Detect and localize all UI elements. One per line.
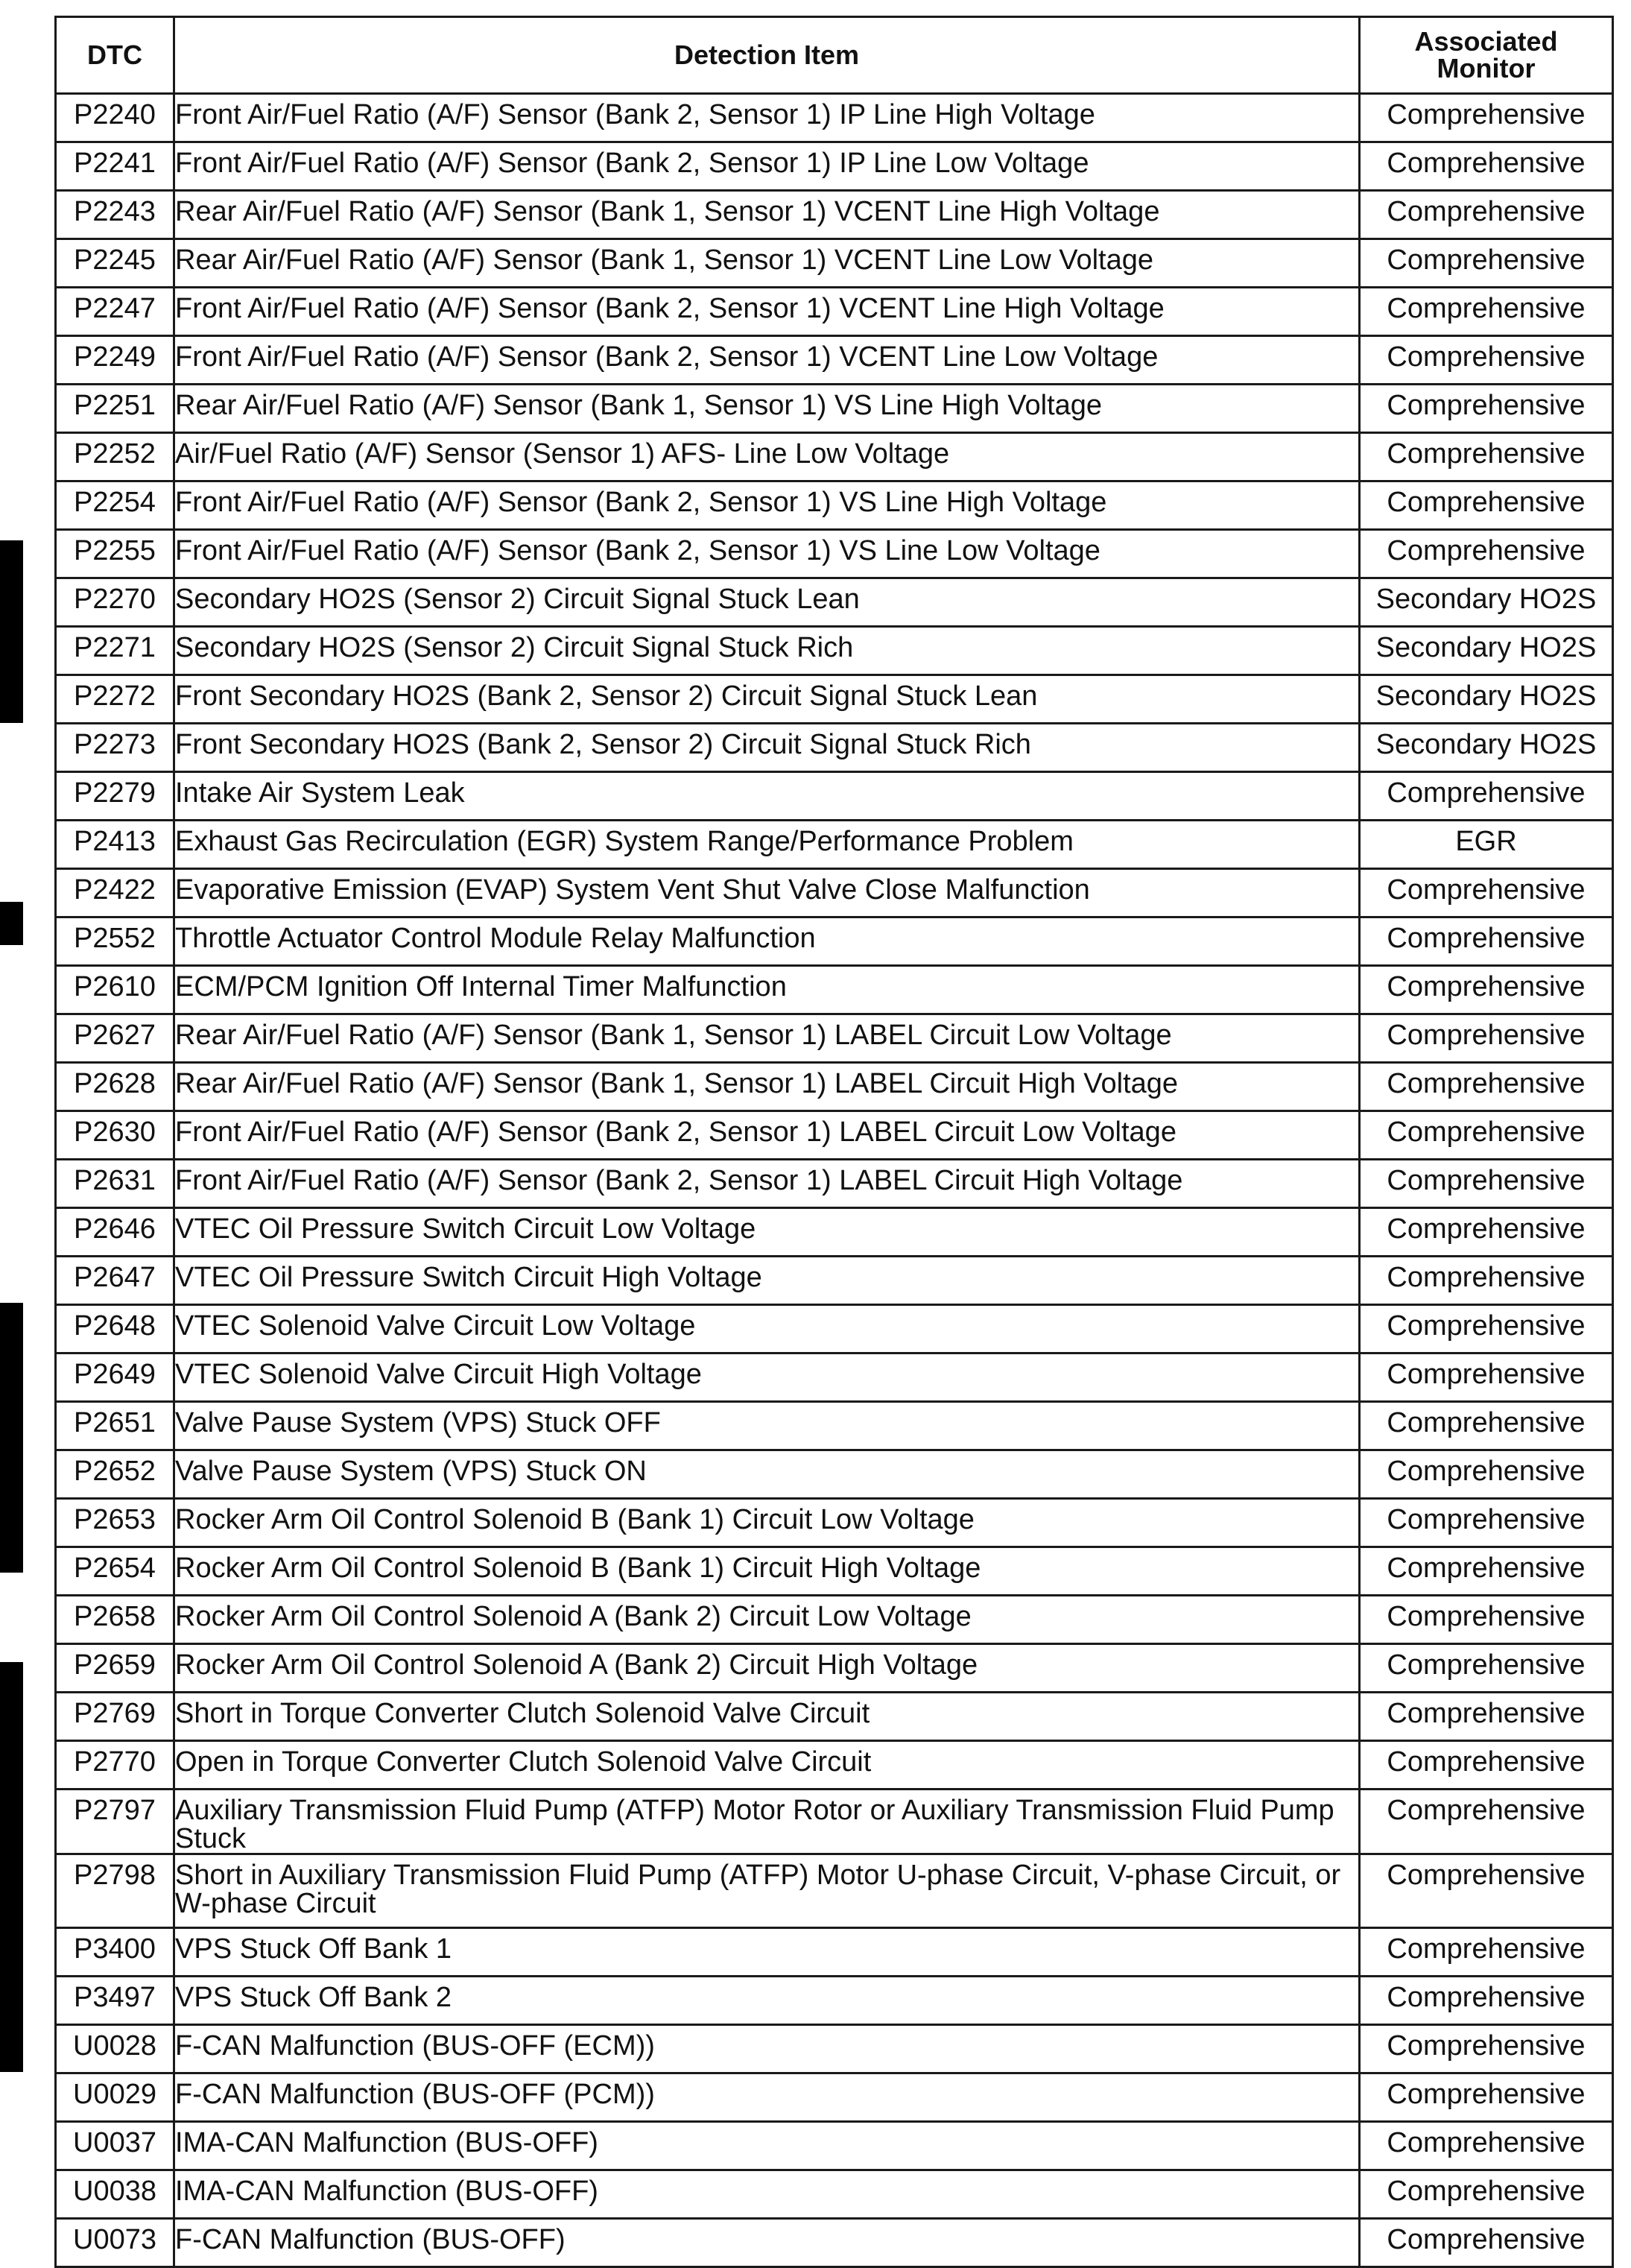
table-row [56,1014,1613,1063]
detection-item-cell: F-CAN Malfunction (BUS-OFF (PCM)) [174,2073,1360,2122]
dtc-code-cell: P2252 [56,433,174,481]
table-row [56,142,1613,191]
associated-monitor-cell: Comprehensive [1360,239,1613,288]
associated-monitor-cell: Comprehensive [1360,481,1613,530]
associated-monitor-cell: Comprehensive [1360,1111,1613,1160]
detection-item-cell: Throttle Actuator Control Module Relay Malfunction [174,917,1360,966]
table-row [56,433,1613,481]
associated-monitor-cell: Comprehensive [1360,1854,1613,1928]
dtc-code-cell: P2610 [56,966,174,1014]
detection-item-cell: Front Air/Fuel Ratio (A/F) Sensor (Bank 2, Sensor 1) VCENT Line Low Voltage [174,336,1360,385]
associated-monitor-cell: Comprehensive [1360,2073,1613,2122]
dtc-code-cell: P3400 [56,1928,174,1977]
detection-item-cell: Front Air/Fuel Ratio (A/F) Sensor (Bank 2, Sensor 1) LABEL Circuit High Voltage [174,1160,1360,1208]
associated-monitor-cell: Secondary HO2S [1360,724,1613,772]
associated-monitor-cell: Comprehensive [1360,1305,1613,1353]
table-row [56,288,1613,336]
dtc-code-cell: U0029 [56,2073,174,2122]
table-row [56,191,1613,239]
table-row [56,869,1613,917]
associated-monitor-cell: Comprehensive [1360,1547,1613,1596]
detection-item-cell: Auxiliary Transmission Fluid Pump (ATFP) Motor Rotor or Auxiliary Transmission Fluid Pump Stuck [174,1790,1360,1854]
associated-monitor-cell: Comprehensive [1360,1499,1613,1547]
dtc-code-cell: P2279 [56,772,174,821]
dtc-code-cell: P2241 [56,142,174,191]
detection-item-cell: F-CAN Malfunction (BUS-OFF) [174,2219,1360,2267]
associated-monitor-cell: Comprehensive [1360,336,1613,385]
detection-item-cell: Front Air/Fuel Ratio (A/F) Sensor (Bank 2, Sensor 1) IP Line Low Voltage [174,142,1360,191]
table-row [56,1305,1613,1353]
dtc-code-cell: P2627 [56,1014,174,1063]
table-row [56,2122,1613,2170]
detection-item-cell: Open in Torque Converter Clutch Solenoid Valve Circuit [174,1741,1360,1790]
header-associated-monitor: Associated Monitor [1360,17,1613,94]
associated-monitor-cell: Comprehensive [1360,966,1613,1014]
table-row [56,917,1613,966]
table-row [56,1450,1613,1499]
detection-item-cell: Secondary HO2S (Sensor 2) Circuit Signal Stuck Lean [174,578,1360,627]
dtc-code-cell: P2240 [56,94,174,142]
associated-monitor-cell: Comprehensive [1360,385,1613,433]
associated-monitor-cell: Secondary HO2S [1360,627,1613,675]
dtc-code-cell: U0038 [56,2170,174,2219]
dtc-code-cell: U0037 [56,2122,174,2170]
dtc-code-cell: P2251 [56,385,174,433]
table-row [56,336,1613,385]
index-tab-3 [0,1303,23,1573]
associated-monitor-cell: Comprehensive [1360,1353,1613,1402]
detection-item-cell: Front Air/Fuel Ratio (A/F) Sensor (Bank 2, Sensor 1) VS Line High Voltage [174,481,1360,530]
detection-item-cell: Front Secondary HO2S (Bank 2, Sensor 2) Circuit Signal Stuck Lean [174,675,1360,724]
associated-monitor-cell: Comprehensive [1360,772,1613,821]
dtc-code-cell: P2254 [56,481,174,530]
dtc-code-cell: P2658 [56,1596,174,1644]
dtc-code-cell: P2245 [56,239,174,288]
detection-item-cell: Rocker Arm Oil Control Solenoid A (Bank 2) Circuit Low Voltage [174,1596,1360,1644]
detection-item-cell: Air/Fuel Ratio (A/F) Sensor (Sensor 1) AFS- Line Low Voltage [174,433,1360,481]
detection-item-cell: Rear Air/Fuel Ratio (A/F) Sensor (Bank 1, Sensor 1) LABEL Circuit High Voltage [174,1063,1360,1111]
associated-monitor-cell: Comprehensive [1360,1208,1613,1257]
dtc-code-cell: P2255 [56,530,174,578]
detection-item-cell: Rocker Arm Oil Control Solenoid B (Bank 1) Circuit Low Voltage [174,1499,1360,1547]
associated-monitor-cell: Comprehensive [1360,288,1613,336]
associated-monitor-cell: EGR [1360,821,1613,869]
associated-monitor-cell: Secondary HO2S [1360,578,1613,627]
table-row [56,2170,1613,2219]
dtc-code-cell: P2769 [56,1693,174,1741]
header-row [56,17,1613,94]
associated-monitor-cell: Comprehensive [1360,433,1613,481]
dtc-code-cell: P2273 [56,724,174,772]
detection-item-cell: Rear Air/Fuel Ratio (A/F) Sensor (Bank 1, Sensor 1) VCENT Line Low Voltage [174,239,1360,288]
detection-item-cell: Front Air/Fuel Ratio (A/F) Sensor (Bank 2, Sensor 1) IP Line High Voltage [174,94,1360,142]
detection-item-cell: ECM/PCM Ignition Off Internal Timer Malfunction [174,966,1360,1014]
associated-monitor-cell: Comprehensive [1360,1741,1613,1790]
detection-item-cell: VTEC Oil Pressure Switch Circuit Low Voltage [174,1208,1360,1257]
table-row [56,1353,1613,1402]
detection-item-cell: Rear Air/Fuel Ratio (A/F) Sensor (Bank 1, Sensor 1) VS Line High Voltage [174,385,1360,433]
dtc-code-cell: P2270 [56,578,174,627]
detection-item-cell: Exhaust Gas Recirculation (EGR) System Range/Performance Problem [174,821,1360,869]
dtc-code-cell: P2647 [56,1257,174,1305]
associated-monitor-cell: Comprehensive [1360,2025,1613,2073]
dtc-code-cell: P2797 [56,1790,174,1854]
detection-item-cell: VTEC Oil Pressure Switch Circuit High Voltage [174,1257,1360,1305]
detection-item-cell: IMA-CAN Malfunction (BUS-OFF) [174,2170,1360,2219]
table-row [56,530,1613,578]
associated-monitor-cell: Comprehensive [1360,530,1613,578]
associated-monitor-cell: Comprehensive [1360,2219,1613,2267]
dtc-code-cell: P2422 [56,869,174,917]
detection-item-cell: Rear Air/Fuel Ratio (A/F) Sensor (Bank 1, Sensor 1) VCENT Line High Voltage [174,191,1360,239]
table-row [56,1693,1613,1741]
header-dtc: DTC [56,17,174,94]
dtc-code-cell: P2646 [56,1208,174,1257]
dtc-code-cell: P2413 [56,821,174,869]
table-row [56,821,1613,869]
table-row [56,2219,1613,2267]
table-row [56,2025,1613,2073]
detection-item-cell: Secondary HO2S (Sensor 2) Circuit Signal Stuck Rich [174,627,1360,675]
detection-item-cell: Evaporative Emission (EVAP) System Vent Shut Valve Close Malfunction [174,869,1360,917]
associated-monitor-cell: Comprehensive [1360,1160,1613,1208]
dtc-code-cell: P2247 [56,288,174,336]
table-row [56,1111,1613,1160]
detection-item-cell: Rear Air/Fuel Ratio (A/F) Sensor (Bank 1, Sensor 1) LABEL Circuit Low Voltage [174,1014,1360,1063]
associated-monitor-cell: Comprehensive [1360,1402,1613,1450]
associated-monitor-cell: Comprehensive [1360,2170,1613,2219]
associated-monitor-cell: Comprehensive [1360,94,1613,142]
detection-item-cell: VTEC Solenoid Valve Circuit High Voltage [174,1353,1360,1402]
table-row [56,724,1613,772]
associated-monitor-cell: Comprehensive [1360,917,1613,966]
table-row [56,385,1613,433]
dtc-code-cell: P2798 [56,1854,174,1928]
detection-item-cell: VTEC Solenoid Valve Circuit Low Voltage [174,1305,1360,1353]
table-row [56,1741,1613,1790]
dtc-code-cell: P2649 [56,1353,174,1402]
detection-item-cell: Front Air/Fuel Ratio (A/F) Sensor (Bank 2, Sensor 1) LABEL Circuit Low Voltage [174,1111,1360,1160]
table-row [56,578,1613,627]
table-row [56,627,1613,675]
header-detection-item: Detection Item [174,17,1360,94]
associated-monitor-cell: Secondary HO2S [1360,675,1613,724]
associated-monitor-cell: Comprehensive [1360,142,1613,191]
dtc-code-cell: P2659 [56,1644,174,1693]
detection-item-cell: F-CAN Malfunction (BUS-OFF (ECM)) [174,2025,1360,2073]
detection-item-cell: Valve Pause System (VPS) Stuck ON [174,1450,1360,1499]
table-row [56,1063,1613,1111]
table-row [56,675,1613,724]
table-row [56,966,1613,1014]
dtc-code-cell: P2652 [56,1450,174,1499]
table-row [56,2073,1613,2122]
table-row [56,1160,1613,1208]
associated-monitor-cell: Comprehensive [1360,1644,1613,1693]
associated-monitor-cell: Comprehensive [1360,1014,1613,1063]
dtc-code-cell: P2770 [56,1741,174,1790]
associated-monitor-cell: Comprehensive [1360,1693,1613,1741]
detection-item-cell: Intake Air System Leak [174,772,1360,821]
dtc-code-cell: P2654 [56,1547,174,1596]
table-row [56,1928,1613,1977]
dtc-code-cell: P2272 [56,675,174,724]
table-row [56,1644,1613,1693]
index-tab-1 [0,540,23,723]
dtc-code-cell: U0073 [56,2219,174,2267]
dtc-table [54,16,1614,2268]
table-row [56,1790,1613,1854]
dtc-code-cell: P2651 [56,1402,174,1450]
table-row [56,1854,1613,1928]
table-row [56,1402,1613,1450]
detection-item-cell: VPS Stuck Off Bank 1 [174,1928,1360,1977]
detection-item-cell: Short in Torque Converter Clutch Solenoid Valve Circuit [174,1693,1360,1741]
dtc-code-cell: P2271 [56,627,174,675]
detection-item-cell: Short in Auxiliary Transmission Fluid Pump (ATFP) Motor U-phase Circuit, V-phase Circuit, or W-phase Circuit [174,1854,1360,1928]
associated-monitor-cell: Comprehensive [1360,1063,1613,1111]
associated-monitor-cell: Comprehensive [1360,869,1613,917]
associated-monitor-cell: Comprehensive [1360,2122,1613,2170]
index-tab-2 [0,902,23,945]
dtc-code-cell: U0028 [56,2025,174,2073]
dtc-code-cell: P2243 [56,191,174,239]
associated-monitor-cell: Comprehensive [1360,1977,1613,2025]
detection-item-cell: Front Secondary HO2S (Bank 2, Sensor 2) Circuit Signal Stuck Rich [174,724,1360,772]
table-row [56,1499,1613,1547]
table-row [56,772,1613,821]
table-row [56,239,1613,288]
table-row [56,94,1613,142]
index-tab-4 [0,1662,23,2072]
associated-monitor-cell: Comprehensive [1360,1257,1613,1305]
detection-item-cell: Rocker Arm Oil Control Solenoid B (Bank 1) Circuit High Voltage [174,1547,1360,1596]
detection-item-cell: VPS Stuck Off Bank 2 [174,1977,1360,2025]
detection-item-cell: Valve Pause System (VPS) Stuck OFF [174,1402,1360,1450]
associated-monitor-cell: Comprehensive [1360,1596,1613,1644]
detection-item-cell: IMA-CAN Malfunction (BUS-OFF) [174,2122,1360,2170]
associated-monitor-cell: Comprehensive [1360,1790,1613,1854]
detection-item-cell: Rocker Arm Oil Control Solenoid A (Bank 2) Circuit High Voltage [174,1644,1360,1693]
dtc-code-cell: P3497 [56,1977,174,2025]
table-row [56,1257,1613,1305]
dtc-code-cell: P2249 [56,336,174,385]
associated-monitor-cell: Comprehensive [1360,1450,1613,1499]
dtc-code-cell: P2552 [56,917,174,966]
table-row [56,1596,1613,1644]
table-row [56,1547,1613,1596]
associated-monitor-cell: Comprehensive [1360,1928,1613,1977]
dtc-table-body [56,94,1613,2267]
table-row [56,1208,1613,1257]
dtc-code-cell: P2648 [56,1305,174,1353]
dtc-code-cell: P2628 [56,1063,174,1111]
associated-monitor-cell: Comprehensive [1360,191,1613,239]
dtc-code-cell: P2653 [56,1499,174,1547]
table-row [56,481,1613,530]
detection-item-cell: Front Air/Fuel Ratio (A/F) Sensor (Bank 2, Sensor 1) VCENT Line High Voltage [174,288,1360,336]
detection-item-cell: Front Air/Fuel Ratio (A/F) Sensor (Bank 2, Sensor 1) VS Line Low Voltage [174,530,1360,578]
dtc-code-cell: P2631 [56,1160,174,1208]
table-row [56,1977,1613,2025]
dtc-code-cell: P2630 [56,1111,174,1160]
